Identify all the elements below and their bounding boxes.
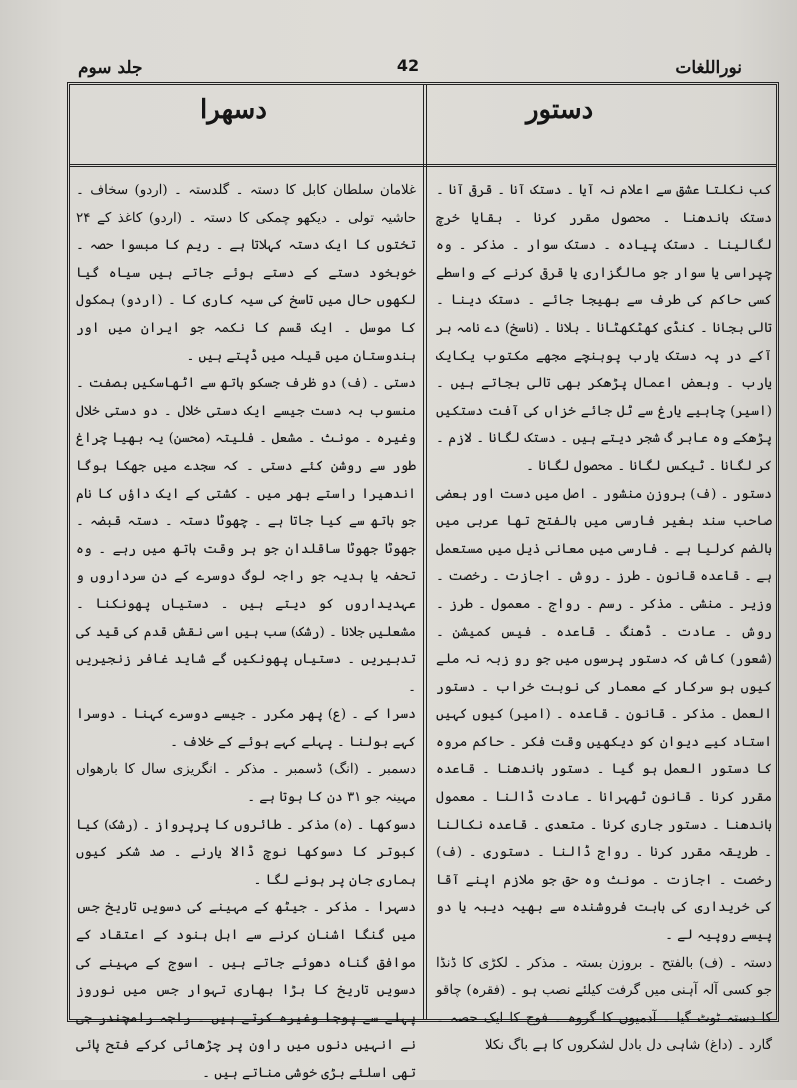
dictionary-entry: دسرا کے ۔ (ع) پھر مکرر ۔ جیسے دوسرے کہنا ۔ دوسرا کہے بولنا ۔ پہلے کہے ہوئے کے خلاف ۔: [76, 707, 416, 750]
dictionary-entry: دسوکھا ۔ (ہ) مذکر ۔ طائروں کا پرپرواز ۔ (رشک) کیا کبوتر کا دسوکھا نوچ ڈالا یارنے ۔ صد شکر کیوں ہماری جان پر ہونے لگا ۔: [76, 817, 416, 888]
right-column: [436, 177, 772, 1054]
left-column-heading: دسهرا: [200, 95, 267, 125]
dictionary-entry: دستہ ۔ (ف) بالفتح ۔ بروزن بستہ ۔ مذکر ۔ لکڑی کا ڈنڈا جو کسی آلہ آہنی میں گرفت کیلئے نصب ہو ۔ (فقرہ) چاقو کا دستہ ٹوٹ گیا ۔ آدمیوں کا گروہ ۔ فوج کا ایک حصہ ۔ گارد ۔ (داغ) شاہی دل بادل لشکروں کا ہے باگ نکلا: [436, 955, 772, 1054]
page-number: 42: [396, 56, 420, 75]
left-column: [76, 177, 416, 1081]
dictionary-entry: کب نکلتا عشق سے اعلام نہ آیا ۔ دستک آنا ۔ قرقی آنا ۔ دستک باندھنا ۔ محصول مقرر کرنا ۔ بقایا خرچ لگالینا ۔ دستک پیادہ ۔ دستک سوار ۔ مذکر ۔ وہ چپراسی یا سوار جو مالگزاری یا قرقی کرنے کے واسطے کسی حاکم کی طرف سے بھیجا جائے ۔ دستک دینا ۔ تالی بجانا ۔ کنڈی کھٹکھٹانا ۔ بلانا ۔ (ناسخ) دے نامہ بر آکے در پہ دستک یارب پوہنچے مجھے مکتوب یکایک یارب ۔ وبعض اعمال پڑھکر بھی تالی بجاتے ہیں ۔ (اسیر) چاہیے یارغ سے ٹل جائے خزاں کی آفت دستکیں پڑھکے وہ عابر گ شجر دیتے ہیں ۔ دستک لگانا ۔ لازم ۔ کر لگانا ۔ ٹیکس لگانا ۔ محصول لگانا ۔: [436, 183, 772, 474]
volume-label: جلد سوم: [78, 58, 143, 78]
dictionary-entry: دسہرا ۔ مذکر ۔ جیٹھ کے مہینے کی دسویں تاریخ جس میں گنگا اشنان کرنے سے اہل ہنود کے اعتقاد کے موافق گناہ دھوئے جاتے ہیں ۔ اسوج کے مہینے کی دسویں تاریخ کا بڑا بھاری تہوار جس میں نوروز پہلے سے پوجا وغیرہ کرتے ہیں ۔ راجہ رامچندر جی نے انہیں دنوں میں راون پر چڑھائی کرکے فتح پائی تھی اسلئے بڑی خوشی مناتے ہیں ۔: [76, 900, 416, 1081]
column-divider: [423, 85, 427, 1019]
page-frame: [67, 82, 779, 1081]
dictionary-entry: غلامان سلطان کابل کا دستہ ۔ گلدستہ ۔ (اردو) سخاف ۔ حاشیہ تولی ۔ دیکھو چمکی کا دستہ ۔ (اردو) کاغذ کے ۲۴ تختوں کا ایک دستہ کہلاتا ہے ۔ ریم کا مبسوا حصہ ۔ خوبخود دستے کے دستے ہوئے جاتے ہیں سیاہ گیا لکھوں حال میں تاسخ کی سیہ کاری کا ۔ (اردو) ہمکول کا موسل ۔ ایک قسم کا نکمہ جو ایران میں اور ہندوستان میں قیلہ میں ڈپتے ہیں ۔: [76, 183, 416, 364]
dictionary-entry: دسمبر ۔ (انگ) ڈسمبر ۔ مذکر ۔ انگریزی سال کا بارھواں مہینہ جو ۳۱ دن کا ہوتا ہے ۔: [76, 762, 416, 806]
right-column-heading: دستور: [526, 95, 594, 125]
dictionary-title: نوراللغات: [675, 58, 742, 78]
dictionary-entry: دستی ۔ (ف) دو ظرف جسکو ہاتھ سے اٹھاسکیں بصفت ۔ منسوب بہ دست جیسے ایک دستی خلال ۔ دو دستی خلال وغیرہ ۔ مونث ۔ مشعل ۔ فلیتہ (محسن) یہ بھیا چراغ طور سے روشن کئے دستی ۔ کہ سجدے میں جھکا ہوگا اندھیرا راستے بھر میں ۔ کشتی کے ایک داؤں کا نام جو ہاتھ سے کیا جاتا ہے ۔ چھوٹا دستہ ۔ دستہ قبضہ ۔ جھوٹا جھوٹا ساقلدان جو ہر وقت ہاتھ میں رہے ۔ وہ تحفہ یا ہدیہ جو راجہ لوگ دوسرے کے دن سرداروں و عہدیداروں کو دیتے ہیں ۔ دستیاں پھونکنا ۔ مشعلیں جلانا ۔ (رشک) سب ہیں اسی نقش قدم کی قید کی تدبیریں ۔ دستیاں پھونکیں گے شاید غافر زنجیریں ۔: [76, 376, 416, 695]
dictionary-entry: دستور ۔ (ف) بروزن منشور ۔ اصل میں دست اور بعضی صاحب سند بغیر فارسی میں بالفتح تھا عربی میں بالضم کرلیا ہے ۔ فارسی میں معانی ذیل میں مستعمل ہے ۔ قاعدہ قانون ۔ طرز ۔ روش ۔ اجازت ۔ رخصت ۔ وزیر ۔ منشی ۔ مذکر ۔ رسم ۔ رواج ۔ معمول ۔ طرز ۔ روش ۔ عادت ۔ ڈھنگ ۔ قاعدہ ۔ فیس کمیشن ۔ (شعور) کاش کہ دستور پرسوں میں جو رو زبہ نہ ملے کیوں ہو سرکار کے معمار کی نوبت خراب ۔ دستور العمل ۔ مذکر ۔ قانون ۔ قاعدہ ۔ (امیر) کیوں کہیں استاد کیے دیوان کو دیکھیں وقت فکر ۔ حاکم مروہ کا دستور العمل ہو گیا ۔ دستور باندھنا ۔ قاعدہ مقرر کرنا ۔ قانون ٹھہرانا ۔ عادت ڈالنا ۔ معمول باندھنا ۔ دستور جاری کرنا ۔ متعدی ۔ قاعدہ نکالنا ۔ طریقہ مقرر کرنا ۔ رواج ڈالنا ۔ دستوری ۔ (ف) رخصت ۔ اجازت ۔ مونث وہ حق جو ملازم اپنے آقا کی خریداری کی بابت فروشندہ سے بھیہ دیبہ یا دو پیسے روپیہ لے ۔: [436, 486, 772, 944]
